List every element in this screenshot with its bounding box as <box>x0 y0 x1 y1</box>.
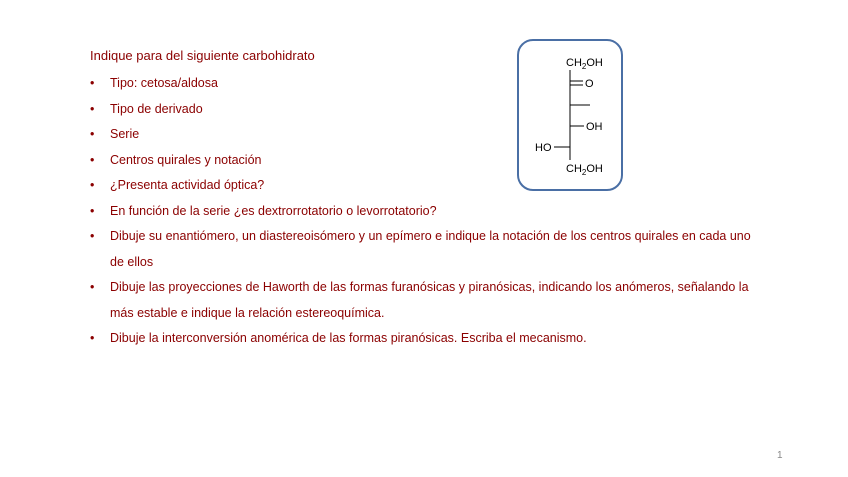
list-item-text: Tipo: cetosa/aldosa <box>110 76 218 90</box>
bullet-icon: • <box>90 280 95 294</box>
list-item-text: Dibuje su enantiómero, un diastereoisómero y un epímero e indique la notación de los centros quirales en cada uno de ellos <box>110 229 751 269</box>
bullet-icon: • <box>90 127 95 141</box>
list-item-text: Tipo de derivado <box>110 101 203 116</box>
bullet-icon: • <box>90 229 95 243</box>
bullet-icon: • <box>90 178 95 192</box>
ho-left-label: HO <box>535 142 552 154</box>
bottom-ch2oh-label: $CH_2OH$ <box>566 163 603 177</box>
list-item-text: Centros quirales y notación <box>110 152 262 167</box>
fischer-projection <box>517 39 623 191</box>
bullet-icon: • <box>90 203 95 218</box>
list-item-text: En función de la serie ¿es dextrorrotatorio o levorrotatorio? <box>110 203 437 218</box>
list-item <box>90 97 760 123</box>
list-item <box>90 224 760 275</box>
bullet-icon: • <box>90 101 95 116</box>
top-ch2oh-label: $CH_2OH$ <box>566 57 603 71</box>
slide-heading: Indique para del siguiente carbohidrato <box>90 48 315 63</box>
carbonyl-oxygen-label: O <box>585 78 594 90</box>
list-item-text: ¿Presenta actividad óptica? <box>110 178 265 192</box>
list-item-text: Dibuje las proyecciones de Haworth de las formas furanósicas y piranósicas, indicando los anómeros, señalando la más estable e indique la relación estereoquímica. <box>110 280 749 320</box>
list-item <box>90 326 760 352</box>
bullet-icon: • <box>90 76 95 90</box>
bullet-icon: • <box>90 152 95 167</box>
list-item <box>90 148 760 174</box>
list-item <box>90 199 760 225</box>
bullet-icon: • <box>90 331 95 345</box>
list-item-text: Serie <box>110 127 140 141</box>
list-item <box>90 173 760 199</box>
oh-right-label: OH <box>586 121 603 133</box>
question-list <box>90 71 760 352</box>
list-item <box>90 71 760 97</box>
page-number: 1 <box>777 450 783 461</box>
list-item-text: Dibuje la interconversión anomérica de las formas piranósicas. Escriba el mecanismo. <box>110 331 587 345</box>
list-item <box>90 122 760 148</box>
list-item <box>90 275 760 326</box>
